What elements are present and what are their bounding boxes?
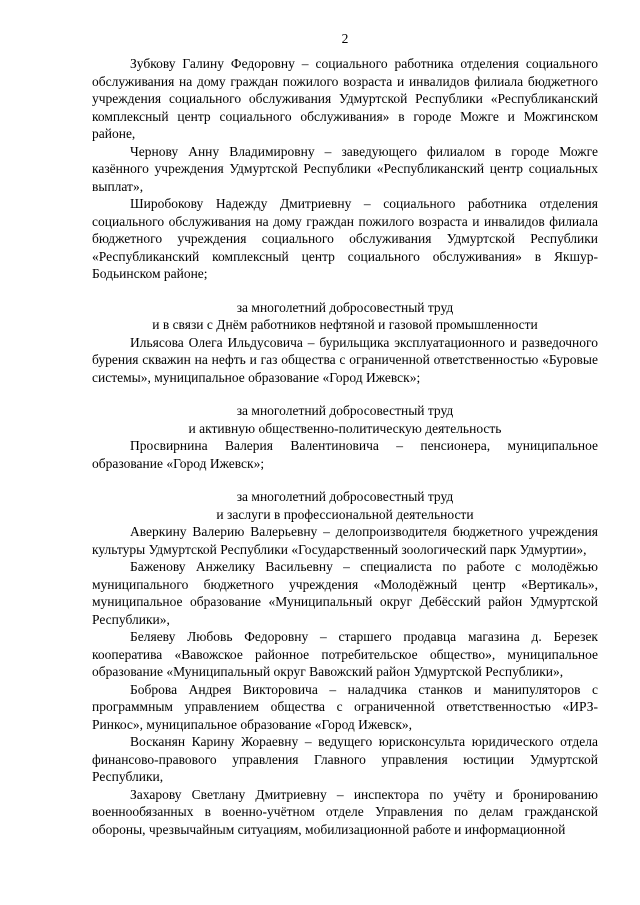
award-paragraph: Зубкову Галину Федоровну – социального работника отделения социального обслуживания на дому граждан пожилого возраста и инвалидов филиала бюджетного учреждения социального обслуживания Удмуртской Республики «Республиканский комплексный центр социального обслуживания» в городе Можге и Можгинском районе, xyxy=(92,56,598,141)
award-paragraph: Чернову Анну Владимировну – заведующего филиалом в городе Можге казённого учреждения Удмуртской Республики «Республиканский центр социальных выплат», xyxy=(92,143,598,194)
section-oil-gas xyxy=(92,299,598,387)
section-heading: за многолетний добросовестный труд xyxy=(236,403,454,418)
award-paragraph: Захарову Светлану Дмитриевну – инспектора по учёту и бронированию военнообязанных в военно-учётном отделе Управления по делам гражданской обороны, чрезвычайным ситуациям, мобилизационной работе и информационной xyxy=(92,786,598,837)
section-heading: и в связи с Днём работников нефтяной и газовой промышленности xyxy=(152,317,538,332)
award-paragraph: Аверкину Валерию Валерьевну – делопроизводителя бюджетного учреждения культуры Удмуртской Республики «Государственный зоологический парк Удмуртии», xyxy=(92,524,598,557)
intro-block xyxy=(92,55,598,283)
section-heading: за многолетний добросовестный труд xyxy=(236,299,454,315)
section-heading: и активную общественно-политическую деятельность xyxy=(188,420,502,436)
award-paragraph: Беляеву Любовь Федоровну – старшего продавца магазина д. Березек кооператива «Вавожское районное потребительское общество», муниципальное образование «Муниципальный округ Вавожский район Удмуртской Республики», xyxy=(92,629,598,679)
award-paragraph: Просвирнина Валерия Валентиновича – пенсионера, муниципальное образование «Город Ижевск»; xyxy=(92,438,598,471)
page-number: 2 xyxy=(341,31,349,46)
section-heading: и заслуги в профессиональной деятельности xyxy=(216,506,474,522)
section-public-activity xyxy=(92,402,598,472)
section-heading: за многолетний добросовестный труд xyxy=(236,489,454,504)
award-paragraph: Широбокову Надежду Дмитриевну – социального работника отделения социального обслуживания на дому граждан пожилого возраста и инвалидов филиала бюджетного учреждения социального обслуживания Удмуртской Республики «Республиканский комплексный центр социального обслуживания» в Якшур-Бодьинском районе; xyxy=(92,196,598,281)
award-paragraph: Восканян Карину Жораевну – ведущего юрисконсульта юридического отдела финансово-правового управления Главного управления юстиции Удмуртской Республики, xyxy=(92,734,598,784)
award-paragraph: Боброва Андрея Викторовича – наладчика станков и манипуляторов с программным управлением общества с ограниченной ответственностью «ИРЗ-Ринкос», муниципальное образование «Город Ижевск», xyxy=(92,681,598,732)
section-professional-merit xyxy=(92,488,598,838)
award-paragraph: Ильясова Олега Ильдусовича – бурильщика эксплуатационного и разведочного бурения скважин на нефть и газ общества с ограниченной ответственностью «Буровые системы», муниципальное образование «Город Ижевск»; xyxy=(92,334,598,385)
award-paragraph: Баженову Анжелику Васильевну – специалиста по работе с молодёжью муниципального бюджетного учреждения «Молодёжный центр «Вертикаль», муниципальное образование «Муниципальный округ Дебёсский район Удмуртской Республики», xyxy=(92,559,598,627)
